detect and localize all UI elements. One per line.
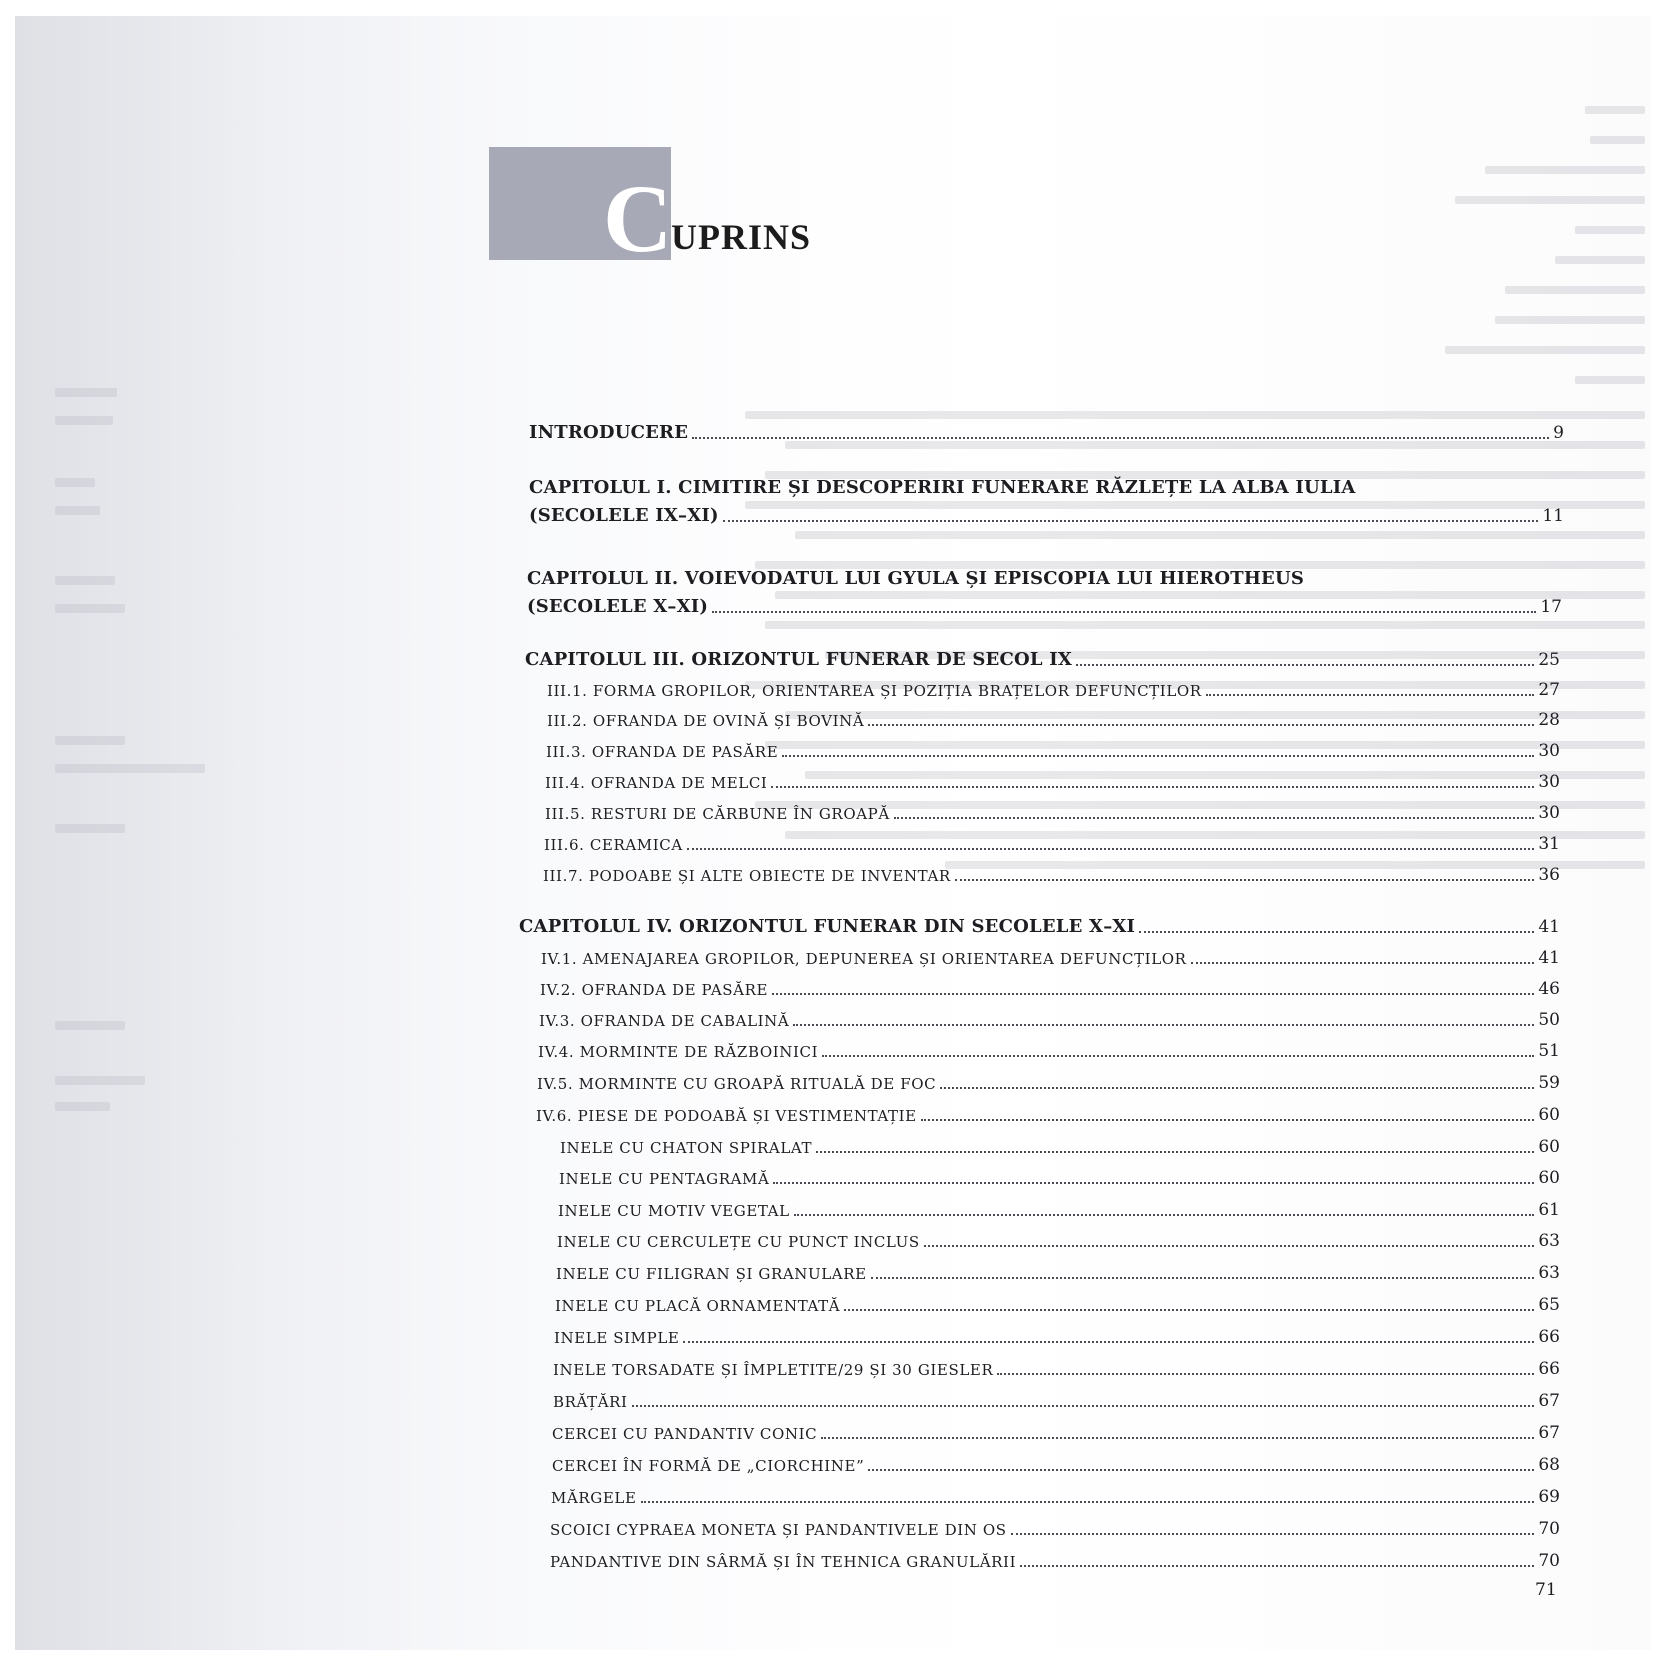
toc-entry-label: INTRODUCERE	[529, 422, 689, 443]
leader-dots	[1139, 930, 1534, 933]
leader-dots	[771, 785, 1534, 788]
toc-entry-label: INELE CU PLACĂ ORNAMENTATĂ	[555, 1297, 841, 1315]
toc-entry-page: 41	[1538, 948, 1560, 968]
toc-entry-page: 60	[1538, 1137, 1560, 1157]
toc-entry-iii-5[interactable]	[545, 799, 1560, 823]
toc-entry-label: IV.4. MORMINTE DE RĂZBOINICI	[538, 1043, 819, 1061]
toc-entry-iii-2[interactable]	[547, 706, 1560, 730]
toc-entry-page: 66	[1538, 1359, 1560, 1379]
toc-entry-label: CAPITOLUL II. VOIEVODATUL LUI GYULA ȘI EPISCOPIA LUI HIEROTHEUS	[527, 568, 1305, 589]
leader-dots	[997, 1372, 1534, 1375]
leader-dots	[692, 436, 1549, 439]
leader-dots	[868, 723, 1534, 726]
toc-entry-inele-torsadate[interactable]	[553, 1355, 1560, 1379]
toc-entry-iv-6[interactable]	[536, 1101, 1560, 1125]
toc-entry-page: 60	[1538, 1105, 1560, 1125]
toc-entry-iv-4[interactable]	[538, 1037, 1560, 1061]
toc-entry-page: 31	[1538, 834, 1560, 854]
toc-entry-page: 63	[1538, 1263, 1560, 1283]
toc-entry-inele-pentagrama[interactable]	[559, 1164, 1560, 1188]
toc-entry-page: 30	[1538, 803, 1560, 823]
toc-entry-label: CAPITOLUL I. CIMITIRE ȘI DESCOPERIRI FUNERARE RĂZLEȚE LA ALBA IULIA	[529, 477, 1356, 498]
toc-entry-inele-cerculete[interactable]	[557, 1227, 1560, 1251]
toc-entry-iv-3[interactable]	[539, 1006, 1560, 1030]
toc-entry-inele-filigran[interactable]	[556, 1259, 1560, 1283]
leader-dots	[793, 1023, 1534, 1026]
toc-entry-capitolul-2-line2[interactable]	[527, 591, 1562, 617]
leader-dots	[723, 519, 1539, 522]
leader-dots	[844, 1308, 1534, 1311]
leader-dots	[940, 1086, 1534, 1089]
toc-entry-label: III.6. CERAMICA	[544, 836, 683, 854]
toc-entry-pandantive[interactable]	[550, 1547, 1560, 1571]
toc-entry-page: 69	[1538, 1487, 1560, 1507]
toc-entry-inele-chaton[interactable]	[560, 1133, 1560, 1157]
leader-dots	[822, 1054, 1534, 1057]
toc-entry-page: 70	[1538, 1551, 1560, 1571]
toc-entry-page: 17	[1540, 597, 1562, 617]
toc-entry-page: 61	[1538, 1200, 1560, 1220]
toc-entry-label: CERCEI ÎN FORMĂ DE „CIORCHINE”	[552, 1457, 865, 1475]
leader-dots	[687, 847, 1535, 850]
toc-entry-label: IV.6. PIESE DE PODOABĂ ȘI VESTIMENTAȚIE	[536, 1107, 917, 1125]
toc-entry-page: 59	[1538, 1073, 1560, 1093]
toc-entry-capitolul-1-line2[interactable]	[529, 500, 1564, 526]
leader-dots	[1011, 1532, 1535, 1535]
toc-entry-label: IV.1. AMENAJAREA GROPILOR, DEPUNEREA ȘI ORIENTAREA DEFUNCȚILOR	[541, 950, 1187, 968]
toc-entry-page: 28	[1538, 710, 1560, 730]
toc-entry-label: INELE TORSADATE ȘI ÎMPLETITE/29 ȘI 30 GIESLER	[553, 1361, 994, 1379]
toc-entry-page: 71	[1535, 1580, 1557, 1600]
leader-dots	[772, 992, 1534, 995]
toc-entry-page: 36	[1538, 865, 1560, 885]
toc-entry-iv-2[interactable]	[540, 975, 1560, 999]
toc-entry-page: 70	[1538, 1519, 1560, 1539]
toc-entry-label: III.2. OFRANDA DE OVINĂ ȘI BOVINĂ	[547, 712, 865, 730]
toc-entry-inele-motiv-vegetal[interactable]	[558, 1196, 1560, 1220]
toc-entry-iii-4[interactable]	[545, 768, 1560, 792]
toc-entry-page: 27	[1538, 680, 1560, 700]
toc-entry-label: IV.2. OFRANDA DE PASĂRE	[540, 981, 769, 999]
title-rest: UPRINS	[671, 217, 812, 257]
toc-entry-label: INELE CU PENTAGRAMĂ	[559, 1170, 770, 1188]
leader-dots	[816, 1150, 1534, 1153]
leader-dots	[894, 816, 1535, 819]
title-initial-letter: C	[603, 165, 673, 272]
toc-entry-page: 63	[1538, 1231, 1560, 1251]
toc-entry-capitolul-1-line1[interactable]	[529, 472, 1564, 498]
toc-entry-iii-6[interactable]	[544, 830, 1560, 854]
toc-entry-label: III.5. RESTURI DE CĂRBUNE ÎN GROAPĂ	[545, 805, 890, 823]
toc-entry-page: 25	[1538, 650, 1560, 670]
leader-dots	[1076, 663, 1534, 666]
toc-entry-label: BRĂȚĂRI	[553, 1393, 628, 1411]
leader-dots	[641, 1500, 1535, 1503]
toc-entry-page: 41	[1538, 917, 1560, 937]
toc-entry-label: INELE SIMPLE	[554, 1329, 680, 1347]
book-page	[15, 16, 1651, 1650]
toc-entry-capitolul-3[interactable]	[525, 644, 1560, 670]
leader-dots	[1206, 693, 1535, 696]
toc-entry-label: INELE CU CERCULEȚE CU PUNCT INCLUS	[557, 1233, 920, 1251]
toc-entry-label: III.7. PODOABE ȘI ALTE OBIECTE DE INVENTAR	[543, 867, 951, 885]
leader-dots	[794, 1213, 1535, 1216]
toc-entry-label: CAPITOLUL III. ORIZONTUL FUNERAR DE SECOL IX	[525, 649, 1072, 670]
toc-entry-inele-simple[interactable]	[554, 1323, 1560, 1347]
leader-dots	[955, 878, 1535, 881]
toc-entry-page: 67	[1538, 1391, 1560, 1411]
toc-entry-page: 60	[1538, 1168, 1560, 1188]
toc-entry-page: 46	[1538, 979, 1560, 999]
leader-dots	[871, 1276, 1535, 1279]
toc-entry-extra-page	[1535, 1576, 1565, 1600]
toc-entry-label: CERCEI CU PANDANTIV CONIC	[552, 1425, 818, 1443]
toc-entry-label: MĂRGELE	[551, 1489, 637, 1507]
toc-entry-introducere[interactable]	[529, 417, 1564, 443]
toc-entry-label: INELE CU CHATON SPIRALAT	[560, 1139, 813, 1157]
toc-entry-iii-7[interactable]	[543, 861, 1560, 885]
toc-entry-inele-placa[interactable]	[555, 1291, 1560, 1315]
leader-dots	[773, 1181, 1534, 1184]
leader-dots	[782, 754, 1534, 757]
toc-entry-capitolul-2-line1[interactable]	[527, 563, 1562, 589]
toc-entry-label: III.1. FORMA GROPILOR, ORIENTAREA ȘI POZIȚIA BRAȚELOR DEFUNCȚILOR	[547, 682, 1202, 700]
toc-entry-label: PANDANTIVE DIN SÂRMĂ ȘI ÎN TEHNICA GRANULĂRII	[550, 1553, 1017, 1571]
leader-dots	[1191, 961, 1535, 964]
toc-entry-iv-5[interactable]	[537, 1069, 1560, 1093]
leader-dots	[683, 1340, 1534, 1343]
leader-dots	[821, 1436, 1534, 1439]
toc-entry-page: 67	[1538, 1423, 1560, 1443]
toc-entry-page: 9	[1553, 423, 1564, 443]
table-of-contents	[15, 16, 1651, 1650]
toc-entry-capitolul-4[interactable]	[519, 911, 1560, 937]
toc-entry-page: 30	[1538, 741, 1560, 761]
toc-entry-label: III.4. OFRANDA DE MELCI	[545, 774, 768, 792]
toc-entry-iv-1[interactable]	[541, 944, 1560, 968]
toc-entry-margele[interactable]	[551, 1483, 1560, 1507]
toc-entry-page: 51	[1538, 1041, 1560, 1061]
toc-entry-label: INELE CU FILIGRAN ȘI GRANULARE	[556, 1265, 867, 1283]
leader-dots	[632, 1404, 1535, 1407]
toc-entry-page: 65	[1538, 1295, 1560, 1315]
toc-entry-cercei-conic[interactable]	[552, 1419, 1560, 1443]
leader-dots	[924, 1244, 1535, 1247]
toc-entry-scoici[interactable]	[550, 1515, 1560, 1539]
toc-entry-cercei-ciorchine[interactable]	[552, 1451, 1560, 1475]
toc-entry-label: IV.5. MORMINTE CU GROAPĂ RITUALĂ DE FOC	[537, 1075, 937, 1093]
toc-entry-iii-1[interactable]	[547, 676, 1560, 700]
leader-dots	[868, 1468, 1534, 1471]
toc-entry-label: CAPITOLUL IV. ORIZONTUL FUNERAR DIN SECOLELE X–XI	[519, 916, 1136, 937]
toc-entry-label-continued: (SECOLELE IX–XI)	[529, 505, 719, 526]
leader-dots	[921, 1118, 1535, 1121]
toc-entry-label: IV.3. OFRANDA DE CABALINĂ	[539, 1012, 790, 1030]
toc-entry-label: SCOICI CYPRAEA MONETA ȘI PANDANTIVELE DIN OS	[550, 1521, 1007, 1539]
toc-entry-iii-3[interactable]	[546, 737, 1560, 761]
toc-entry-page: 11	[1542, 506, 1564, 526]
toc-entry-page: 30	[1538, 772, 1560, 792]
toc-entry-page: 50	[1538, 1010, 1560, 1030]
toc-entry-label: INELE CU MOTIV VEGETAL	[558, 1202, 790, 1220]
toc-entry-bratari[interactable]	[553, 1387, 1560, 1411]
leader-dots	[712, 610, 1536, 613]
leader-dots	[1020, 1564, 1534, 1567]
toc-entry-label: III.3. OFRANDA DE PASĂRE	[546, 743, 779, 761]
toc-entry-label-continued: (SECOLELE X–XI)	[527, 596, 709, 617]
toc-entry-page: 66	[1538, 1327, 1560, 1347]
toc-entry-page: 68	[1538, 1455, 1560, 1475]
